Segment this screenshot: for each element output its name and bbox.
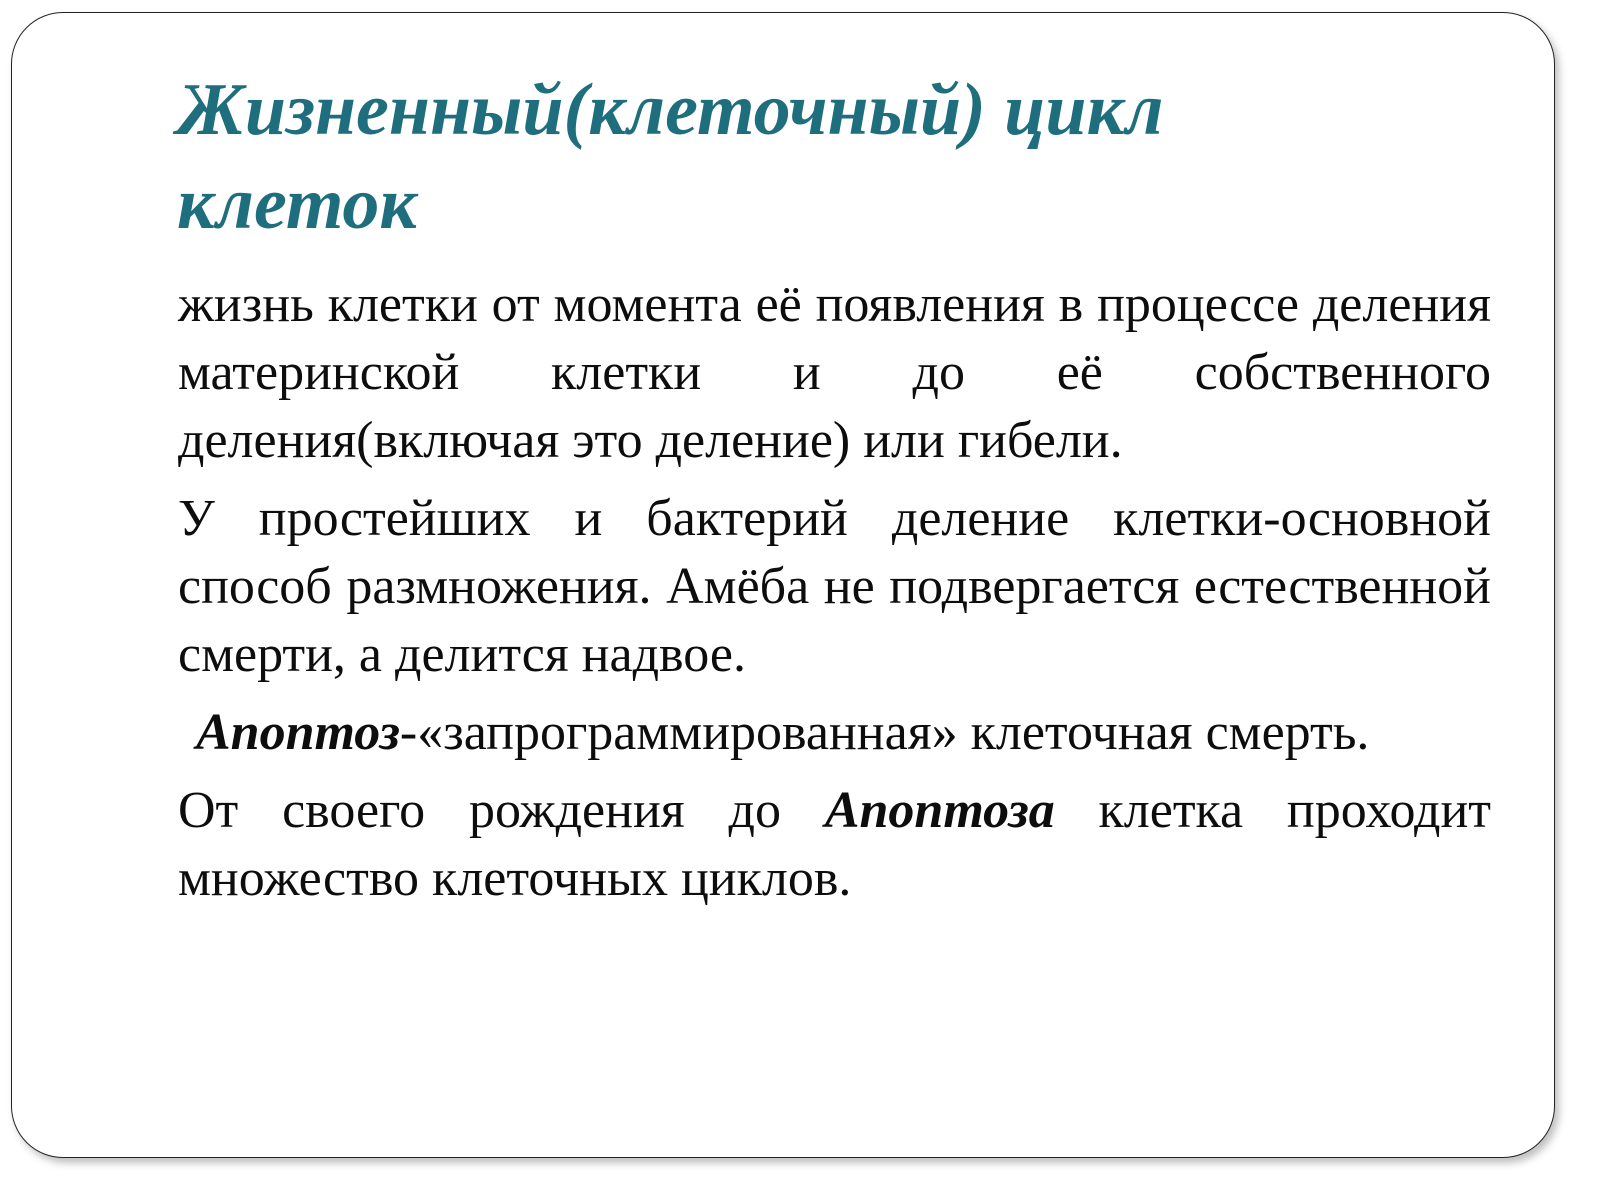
paragraph-protists: У простейших и бактерий деление клетки-основной способ размножения. Амёба не подвергается естественной смерти, а делится надвое.: [178, 490, 1491, 683]
paragraph-cell-cycles: [178, 777, 1491, 913]
slide-title-line-2: клеток: [177, 163, 417, 245]
slide-title-line-1: Жизненный(клеточный) цикл: [177, 69, 1164, 151]
slide-frame: [11, 12, 1555, 1158]
paragraph-definition: жизнь клетки от момента её появления в процессе деления материнской клетки и до её собственного деления(включая это деление) или гибели.: [178, 276, 1491, 469]
term-apoptosis: Апоптоз: [196, 704, 400, 761]
cell-cycles-text-start: От своего рождения до: [178, 782, 825, 839]
cell-cycles-text-end: клетка проходит множество клеточных циклов.: [178, 782, 1491, 907]
term-apoptosis-genitive: Апоптоза: [824, 782, 1055, 839]
slide-title: [177, 63, 1377, 251]
apoptosis-definition: -«запрограммированная» клеточная смерть.: [399, 704, 1370, 761]
paragraph-apoptosis: [178, 699, 1491, 767]
slide-body: [178, 271, 1491, 923]
